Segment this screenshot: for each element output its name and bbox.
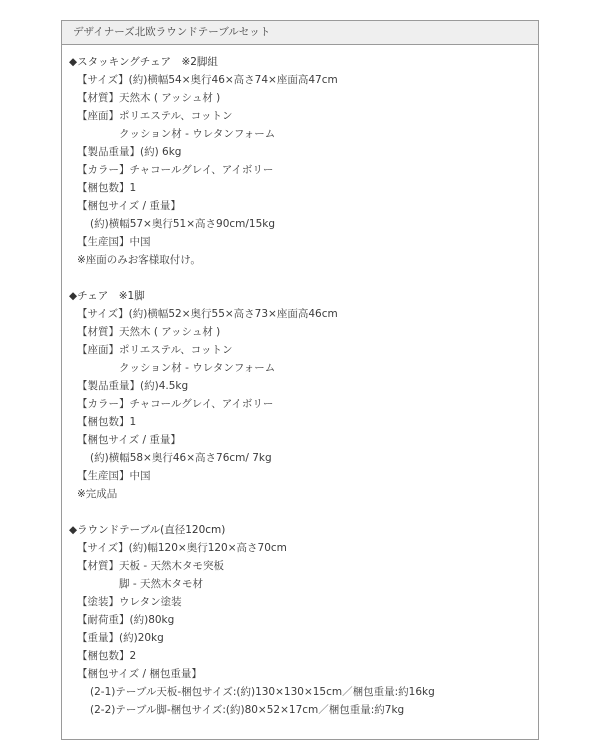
section-heading: ◆ラウンドテーブル(直径120cm)	[69, 524, 226, 536]
spec-line: 【カラー】チャコールグレイ、アイボリー	[77, 164, 274, 176]
spec-line: 【梱包数】1	[77, 182, 137, 194]
spec-line: 【梱包数】2	[77, 650, 137, 662]
spec-line: (約)横幅58×奥行46×高さ76cm/ 7kg	[90, 452, 272, 464]
spec-line: 【サイズ】(約)横幅54×奥行46×高さ74×座面高47cm	[77, 74, 338, 86]
spec-line: 【製品重量】(約)4.5kg	[77, 380, 189, 392]
spec-line: 【生産国】中国	[77, 236, 151, 248]
spec-line: 【座面】ポリエステル、コットン	[77, 110, 233, 122]
spec-line: 【材質】天然木 ( アッシュ材 )	[77, 326, 221, 338]
spec-line: 【サイズ】(約)横幅52×奥行55×高さ73×座面高46cm	[77, 308, 338, 320]
spec-line: 【サイズ】(約)幅120×奥行120×高さ70cm	[77, 542, 287, 554]
spec-line: クッション材 - ウレタンフォーム	[119, 362, 276, 374]
spec-table-header: デザイナーズ北欧ラウンドテーブルセット	[62, 21, 538, 45]
spec-line: 【塗装】ウレタン塗装	[77, 596, 182, 608]
spec-line: 【耐荷重】(約)80kg	[77, 614, 175, 626]
spec-table	[61, 20, 539, 740]
spec-line: 【生産国】中国	[77, 470, 151, 482]
spec-line: 【梱包数】1	[77, 416, 137, 428]
spec-line: 【製品重量】(約) 6kg	[77, 146, 182, 158]
spec-line: 【梱包サイズ / 梱包重量】	[77, 668, 202, 680]
spec-line: 【カラー】チャコールグレイ、アイボリー	[77, 398, 274, 410]
section-heading: ◆スタッキングチェア ※2脚組	[69, 56, 218, 68]
spec-line: 【重量】(約)20kg	[77, 632, 164, 644]
spec-line: (約)横幅57×奥行51×高さ90cm/15kg	[90, 218, 276, 230]
spec-line: (2-2)テーブル脚-梱包サイズ:(約)80×52×17cm／梱包重量:約7kg	[90, 704, 405, 716]
spec-line: 脚 - 天然木タモ材	[119, 578, 203, 590]
spec-line: 【材質】天板 - 天然木タモ突板	[77, 560, 224, 572]
spec-line: 【座面】ポリエステル、コットン	[77, 344, 233, 356]
section-heading: ◆チェア ※1脚	[69, 290, 145, 302]
spec-line: 【梱包サイズ / 重量】	[77, 434, 181, 446]
spec-line: 【材質】天然木 ( アッシュ材 )	[77, 92, 221, 104]
spec-line: 【梱包サイズ / 重量】	[77, 200, 181, 212]
section-spacer	[69, 503, 534, 521]
section-spacer	[69, 269, 534, 287]
spec-line: ※完成品	[77, 488, 118, 500]
spec-line: クッション材 - ウレタンフォーム	[119, 128, 276, 140]
spec-line: ※座面のみお客様取付け。	[77, 254, 201, 266]
spec-content	[69, 53, 534, 719]
spec-line: (2-1)テーブル天板-梱包サイズ:(約)130×130×15cm／梱包重量:約16kg	[90, 686, 435, 698]
